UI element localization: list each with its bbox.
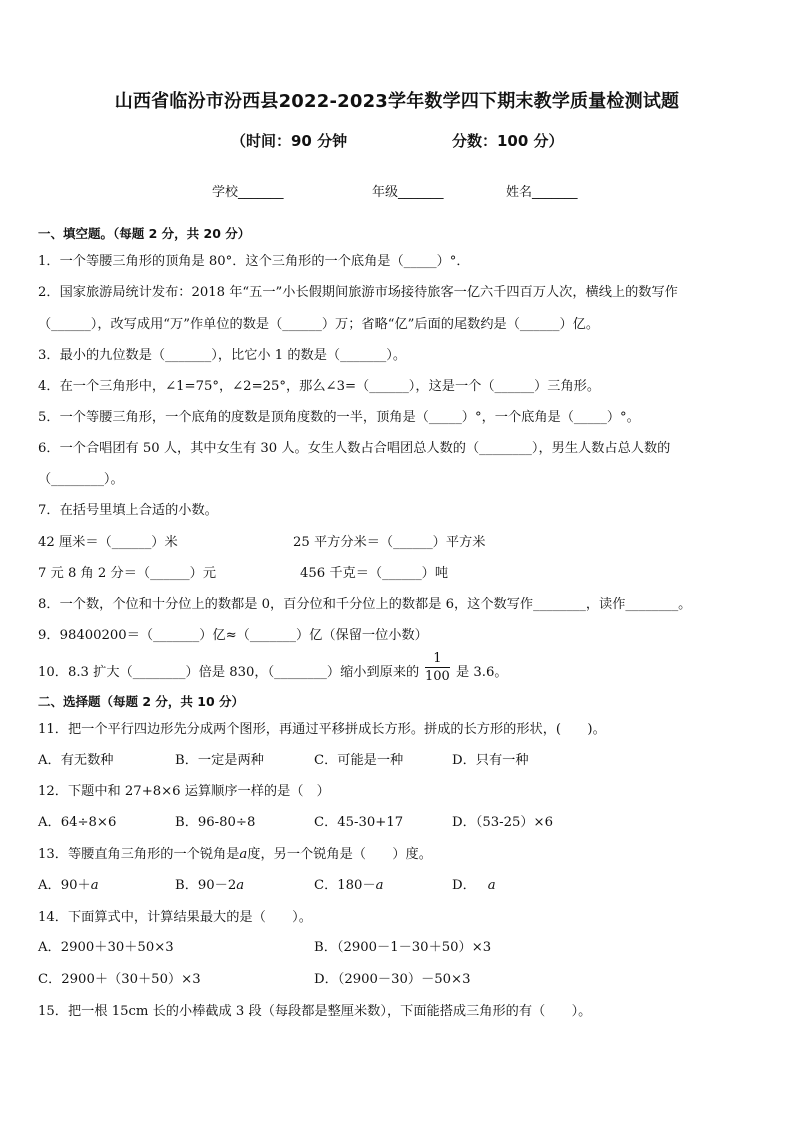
exam-time: （时间：90 分钟 [231, 132, 348, 150]
variable-a: a [236, 878, 245, 893]
question-14-option-d: D．（2900－30）－50×3 [314, 972, 471, 987]
question-8: 8．一个数，个位和十分位上的数都是 0，百分位和千分位上的数都是 6，这个数写作________，读作________。 [38, 597, 692, 612]
question-7-item-4: 456 千克＝（______）吨 [300, 566, 449, 581]
option-text: A．90＋ [38, 878, 91, 893]
question-10-part-1: 10．8.3 扩大（________）倍是 830，（________）缩小到原来的 [38, 665, 420, 680]
variable-a: a [90, 878, 99, 893]
fraction-numerator: 1 [425, 650, 450, 668]
question-7-item-3: 7 元 8 角 2 分＝（______）元 [38, 566, 217, 581]
question-2-line-2: （______），改写成用“万”作单位的数是（______）万；省略“亿”后面的尾数约是（______）亿。 [38, 317, 600, 332]
variable-a: a [239, 847, 248, 862]
question-4: 4．在一个三角形中，∠1=75°，∠2=25°，那么∠3=（______），这是一个（______）三角形。 [38, 379, 601, 394]
question-2-line-1: 2．国家旅游局统计发布：2018 年“五一”小长假期间旅游市场接待旅客一亿六千四百万人次，横线上的数写作 [38, 285, 678, 300]
variable-a: a [487, 878, 496, 893]
question-12-option-c: C．45-30+17 [314, 815, 404, 830]
question-13-option-d [452, 874, 496, 893]
question-15: 15．把一根 15cm 长的小棒截成 3 段（每段都是整厘米数），下面能搭成三角形的有（ ）。 [38, 1004, 592, 1019]
question-12-option-a: A．64÷8×6 [38, 815, 117, 830]
option-text: C．180－ [314, 878, 376, 893]
question-7-item-2: 25 平方分米＝（______）平方米 [293, 535, 486, 550]
question-13-option-b [175, 874, 244, 893]
question-13-option-a [38, 874, 99, 893]
page-title: 山西省临汾市汾西县2022-2023学年数学四下期末教学质量检测试题 [114, 91, 680, 112]
question-14-option-a: A．2900＋30＋50×3 [38, 940, 174, 955]
question-6-line-1: 6．一个合唱团有 50 人，其中女生有 30 人。女生人数占合唱团总人数的（________），男生人数占总人数的 [38, 441, 671, 456]
variable-a: a [375, 878, 384, 893]
question-11-option-b: B．一定是两种 [175, 753, 264, 768]
grade-field: 年级_______ [372, 185, 444, 200]
question-3: 3．最小的九位数是（_______），比它小 1 的数是（_______）。 [38, 348, 407, 363]
option-text: D． [452, 878, 476, 893]
exam-score: 分数：100 分） [452, 132, 564, 150]
question-9: 9．98400200＝（_______）亿≈（_______）亿（保留一位小数） [38, 628, 428, 643]
question-13-part-2: 度，另一个锐角是（ ）度。 [247, 847, 432, 862]
question-12: 12．下题中和 27+8×6 运算顺序一样的是（ ） [38, 784, 330, 799]
question-13-part-1: 13．等腰直角三角形的一个锐角是 [38, 847, 240, 862]
question-14: 14．下面算式中，计算结果最大的是（ ）。 [38, 910, 312, 925]
question-14-option-b: B．（2900－1－30＋50）×3 [314, 940, 492, 955]
question-13 [38, 843, 432, 862]
question-11-option-c: C．可能是一种 [314, 753, 404, 768]
question-6-line-2: （________）。 [38, 472, 124, 487]
school-field: 学校_______ [212, 185, 284, 200]
question-1: 1．一个等腰三角形的顶角是 80°．这个三角形的一个底角是（_____）°． [38, 254, 470, 269]
question-13-option-c [314, 874, 384, 893]
question-12-option-d: D．（53-25）×6 [452, 815, 553, 830]
section-1-heading: 一、填空题。（每题 2 分，共 20 分） [38, 226, 251, 241]
question-10-part-2: 是 3.6。 [456, 665, 508, 680]
question-7: 7．在括号里填上合适的小数。 [38, 503, 218, 518]
name-field: 姓名_______ [506, 185, 578, 200]
question-7-item-1: 42 厘米＝（______）米 [38, 535, 178, 550]
question-14-option-c: C．2900＋（30＋50）×3 [38, 972, 201, 987]
question-10-fraction [425, 650, 450, 685]
fraction-denominator: 100 [425, 669, 450, 684]
question-11-option-d: D．只有一种 [452, 753, 529, 768]
section-2-heading: 二、选择题（每题 2 分，共 10 分） [38, 694, 245, 709]
question-12-option-b: B．96-80÷8 [175, 815, 256, 830]
option-text: B．90－2 [175, 878, 237, 893]
question-5: 5．一个等腰三角形，一个底角的度数是顶角度数的一半，顶角是（_____）°，一个底角是（_____）°。 [38, 410, 640, 425]
question-11: 11．把一个平行四边形先分成两个图形，再通过平移拼成长方形。拼成的长方形的形状，( )。 [38, 722, 606, 737]
question-11-option-a: A．有无数种 [38, 753, 114, 768]
